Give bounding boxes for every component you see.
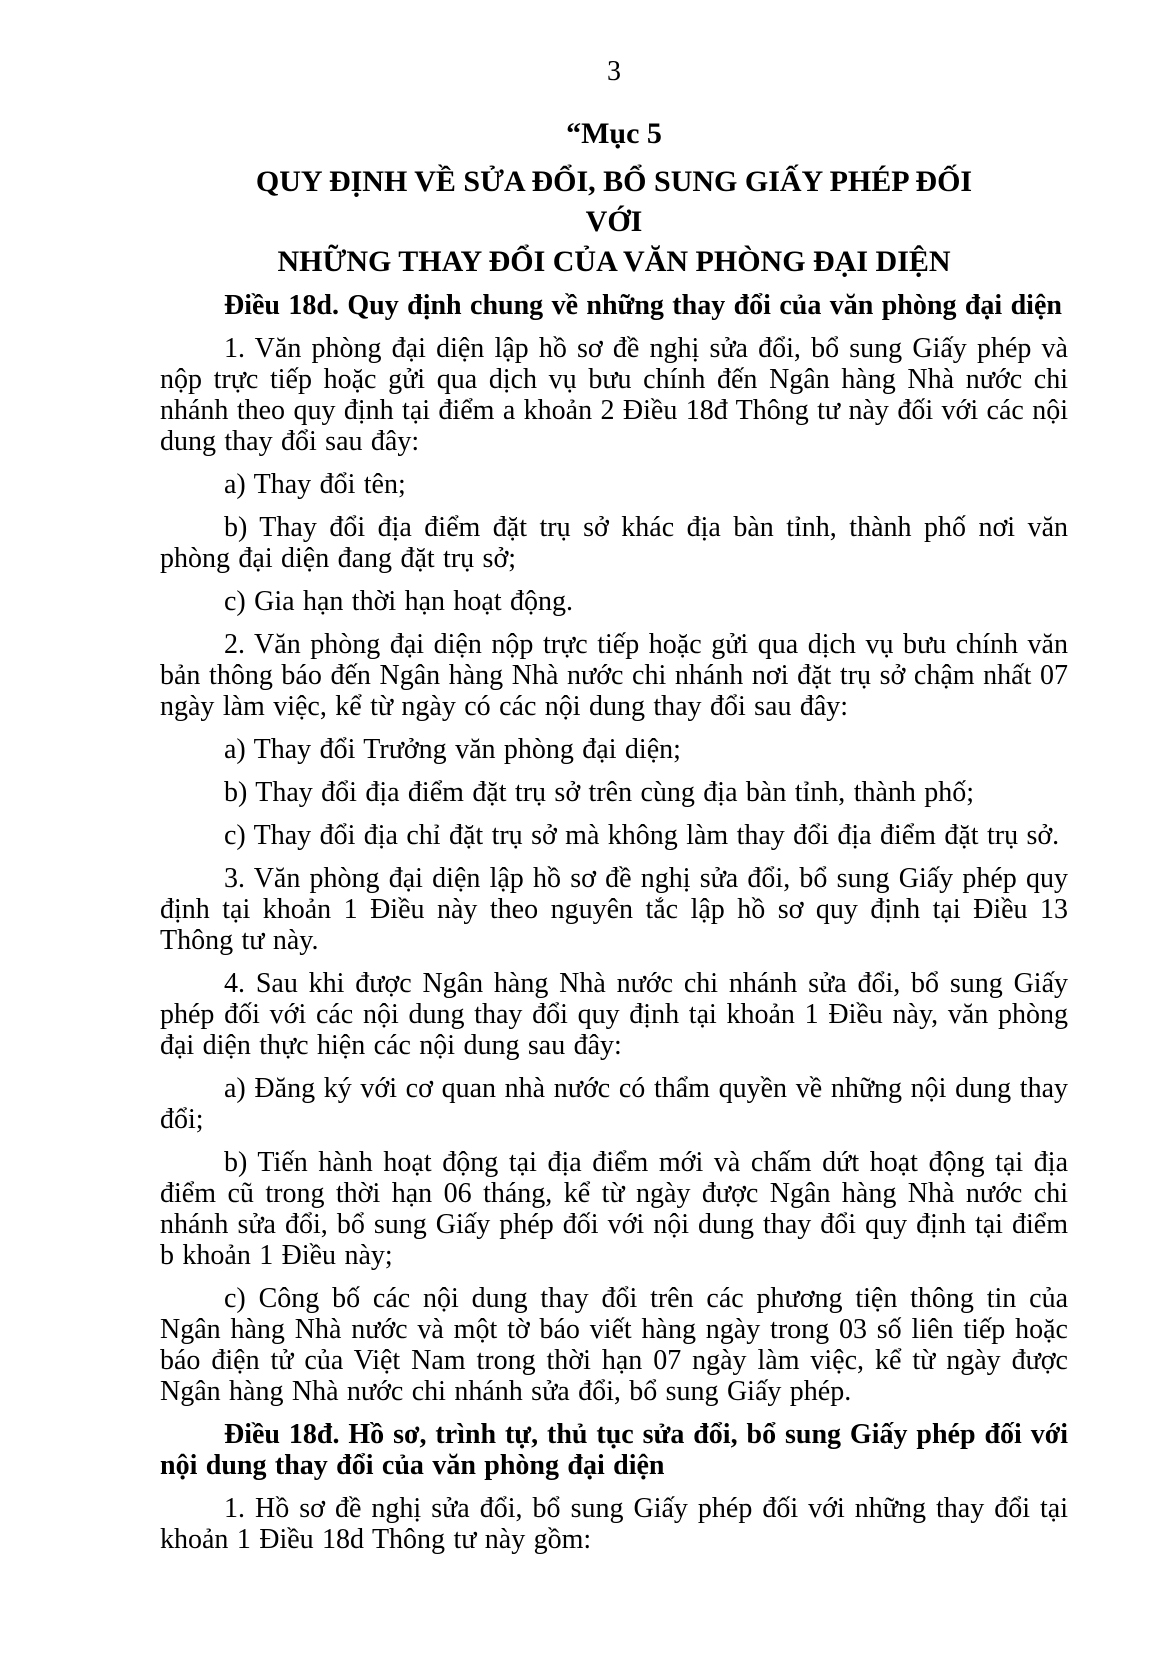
- paragraph-4: 4. Sau khi được Ngân hàng Nhà nước chi nhánh sửa đổi, bổ sung Giấy phép đối với các nội dung thay đổi quy định tại khoản 1 Điều này, văn phòng đại diện thực hiện các nội dung sau đây:: [160, 968, 1068, 1061]
- paragraph-final: 1. Hồ sơ đề nghị sửa đổi, bổ sung Giấy phép đối với những thay đổi tại khoản 1 Điều 18d Thông tư này gồm:: [160, 1493, 1068, 1555]
- section-title-line1: QUY ĐỊNH VỀ SỬA ĐỔI, BỔ SUNG GIẤY PHÉP ĐỐI VỚI: [255, 165, 973, 238]
- paragraph-3: 3. Văn phòng đại diện lập hồ sơ đề nghị sửa đổi, bổ sung Giấy phép quy định tại khoản 1 Điều này theo nguyên tắc lập hồ sơ quy định tại Điều 13 Thông tư này.: [160, 863, 1068, 956]
- list-item-1c: c) Gia hạn thời hạn hoạt động.: [224, 586, 574, 617]
- article-heading-18dd: Điều 18đ. Hồ sơ, trình tự, thủ tục sửa đổi, bổ sung Giấy phép đối với nội dung thay đổi của văn phòng đại diện: [160, 1419, 1068, 1481]
- section-title-line2: NHỮNG THAY ĐỔI CỦA VĂN PHÒNG ĐẠI DIỆN: [277, 245, 951, 278]
- paragraph-2: 2. Văn phòng đại diện nộp trực tiếp hoặc gửi qua dịch vụ bưu chính văn bản thông báo đến Ngân hàng Nhà nước chi nhánh nơi đặt trụ sở chậm nhất 07 ngày làm việc, kể từ ngày có các nội dung thay đổi sau đây:: [160, 629, 1068, 722]
- section-title: [234, 162, 994, 282]
- list-item-4a: a) Đăng ký với cơ quan nhà nước có thẩm quyền về những nội dung thay đổi;: [160, 1073, 1068, 1135]
- list-item-4c: c) Công bố các nội dung thay đổi trên các phương tiện thông tin của Ngân hàng Nhà nước và một tờ báo viết hàng ngày trong 03 số liên tiếp hoặc báo điện tử của Việt Nam trong thời hạn 07 ngày làm việc, kể từ ngày được Ngân hàng Nhà nước chi nhánh sửa đổi, bổ sung Giấy phép.: [160, 1283, 1068, 1407]
- text-column: [160, 56, 1068, 1567]
- article-heading-18d: Điều 18d. Quy định chung về những thay đổi của văn phòng đại diện: [224, 290, 1062, 321]
- section-label: “Mục 5: [566, 117, 662, 150]
- list-item-2c: c) Thay đổi địa chỉ đặt trụ sở mà không làm thay đổi địa điểm đặt trụ sở.: [224, 820, 1060, 851]
- list-item-1a: a) Thay đổi tên;: [224, 469, 406, 500]
- paragraph-1: 1. Văn phòng đại diện lập hồ sơ đề nghị sửa đổi, bổ sung Giấy phép và nộp trực tiếp hoặc gửi qua dịch vụ bưu chính đến Ngân hàng Nhà nước chi nhánh theo quy định tại điểm a khoản 2 Điều 18đ Thông tư này đối với các nội dung thay đổi sau đây:: [160, 333, 1068, 457]
- list-item-4b: b) Tiến hành hoạt động tại địa điểm mới và chấm dứt hoạt động tại địa điểm cũ trong thời hạn 06 tháng, kể từ ngày được Ngân hàng Nhà nước chi nhánh sửa đổi, bổ sung Giấy phép đối với nội dung thay đổi quy định tại điểm b khoản 1 Điều này;: [160, 1147, 1068, 1271]
- list-item-2b: b) Thay đổi địa điểm đặt trụ sở trên cùng địa bàn tỉnh, thành phố;: [224, 777, 975, 808]
- page-number: 3: [607, 56, 621, 87]
- list-item-2a: a) Thay đổi Trưởng văn phòng đại diện;: [224, 734, 681, 765]
- list-item-1b: b) Thay đổi địa điểm đặt trụ sở khác địa bàn tỉnh, thành phố nơi văn phòng đại diện đang đặt trụ sở;: [160, 512, 1068, 574]
